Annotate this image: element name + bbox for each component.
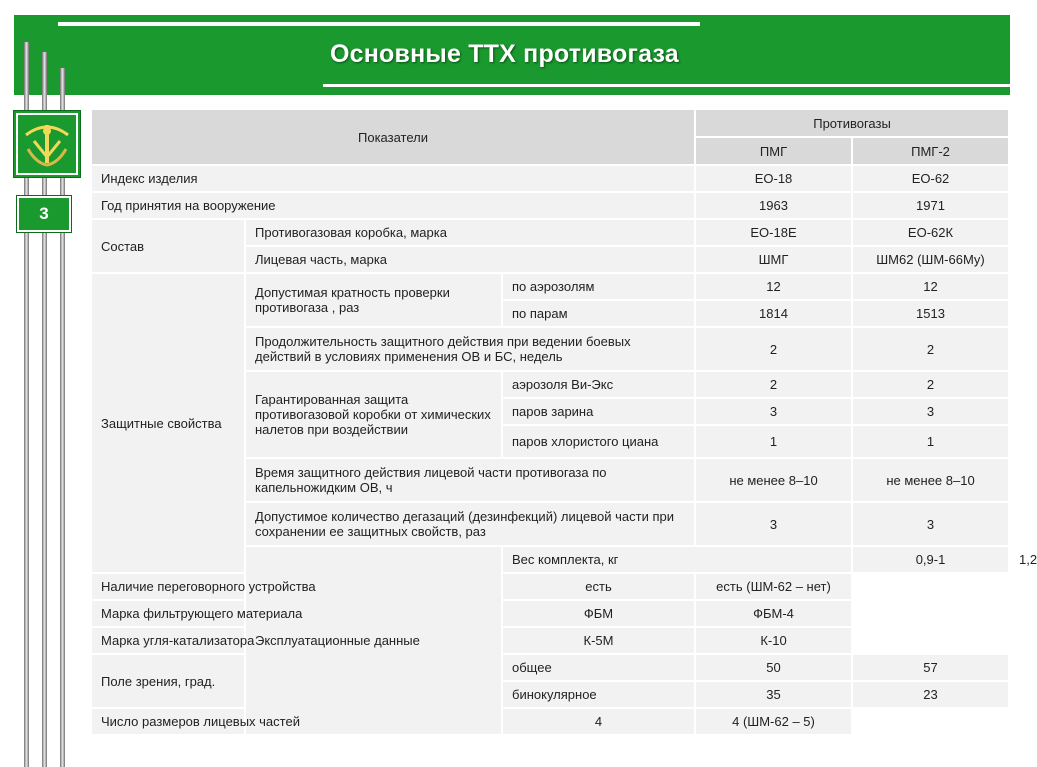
table-row: [91, 600, 1009, 627]
cell-pmg: 3: [695, 502, 852, 546]
cell-pmg2: 2: [852, 327, 1009, 371]
cell-pmg: ЕО-18Е: [695, 219, 852, 246]
cell-pmg: ШМГ: [695, 246, 852, 273]
row-label: Число размеров лицевых частей: [91, 708, 502, 735]
sub-label: аэрозоля Ви-Экс: [502, 371, 695, 398]
cell-pmg2: 4 (ШМ-62 – 5): [695, 708, 852, 735]
row-label: Лицевая часть, марка: [245, 246, 695, 273]
sub-label: бинокулярное: [502, 681, 695, 708]
header-gasmasks: Противогазы: [695, 109, 1009, 137]
cell-pmg2: 1: [852, 425, 1009, 458]
table-row: [91, 654, 1009, 681]
cell-pmg2: К-10: [695, 627, 852, 654]
banner-line-top: [58, 22, 700, 26]
cell-pmg: не менее 8–10: [695, 458, 852, 502]
table-row: [91, 573, 1009, 600]
cell-pmg2: ЕО-62: [852, 165, 1009, 192]
cell-pmg2: 1513: [852, 300, 1009, 327]
table-row: [91, 219, 1009, 246]
header-pmg: ПМГ: [695, 137, 852, 165]
row-label: Марка фильтрующего материала: [91, 600, 502, 627]
cell-pmg: 1963: [695, 192, 852, 219]
row-label: Допустимая кратность проверки противогаза , раз: [245, 273, 502, 327]
row-label: Время защитного действия лицевой части противогаза по капельножидким ОВ, ч: [245, 458, 695, 502]
cell-pmg: 1814: [695, 300, 852, 327]
table-row: [91, 192, 1009, 219]
cell-pmg2: 2: [852, 371, 1009, 398]
cell-pmg2: ФБМ-4: [695, 600, 852, 627]
slide-title: Основные ТТХ противогаза: [330, 40, 679, 68]
table-row: [91, 708, 1009, 735]
row-label: Марка угля-катализатора: [91, 627, 502, 654]
row-label: Допустимое количество дегазаций (дезинфекций) лицевой части при сохранении ее защитных свойств, раз: [245, 502, 695, 546]
cell-pmg: 4: [502, 708, 695, 735]
cell-pmg2: 12: [852, 273, 1009, 300]
table-row: [91, 165, 1009, 192]
cell-pmg: есть: [502, 573, 695, 600]
sub-label: общее: [502, 654, 695, 681]
sub-label: по парам: [502, 300, 695, 327]
group-label: Состав: [91, 219, 245, 273]
row-label: Индекс изделия: [91, 165, 695, 192]
cell-pmg: К-5М: [502, 627, 695, 654]
cell-pmg2: не менее 8–10: [852, 458, 1009, 502]
group-label: Защитные свойства: [91, 273, 245, 573]
sub-label: по аэрозолям: [502, 273, 695, 300]
cell-pmg2: 57: [852, 654, 1009, 681]
cell-pmg: 12: [695, 273, 852, 300]
cell-pmg: 0,9-1: [852, 546, 1009, 573]
cell-pmg: 2: [695, 371, 852, 398]
cell-pmg2: 3: [852, 398, 1009, 425]
row-label: Вес комплекта, кг: [502, 546, 852, 573]
cell-pmg: 3: [695, 398, 852, 425]
table-row: Эксплуатационные данные Вес комплекта, кг 0,9-1 1,2: [91, 546, 1009, 573]
specs-table: [90, 108, 1037, 736]
row-label: Наличие переговорного устройства: [91, 573, 502, 600]
cell-pmg: ФБМ: [502, 600, 695, 627]
row-label: Гарантированная защита противогазовой коробки от химических налетов при воздействии: [245, 371, 502, 458]
slide-number-badge: 3: [17, 196, 71, 232]
cell-pmg2: 23: [852, 681, 1009, 708]
cell-pmg: 50: [695, 654, 852, 681]
row-label: Год принятия на вооружение: [91, 192, 695, 219]
cell-pmg2: ЕО-62К: [852, 219, 1009, 246]
cell-pmg: ЕО-18: [695, 165, 852, 192]
row-label: Поле зрения, град.: [91, 654, 245, 708]
emblem-icon: [13, 110, 81, 178]
table-row: [91, 273, 1009, 300]
table-row: [91, 627, 1009, 654]
sub-label: паров зарина: [502, 398, 695, 425]
group-label: Эксплуатационные данные: [245, 546, 502, 735]
row-label: Продолжительность защитного действия при ведении боевых действий в условиях применения ОВ и БС, недель: [245, 327, 695, 371]
cell-pmg2: ШМ62 (ШМ-66Му): [852, 246, 1009, 273]
banner-line-bottom: [323, 84, 1010, 87]
header-pmg2: ПМГ-2: [852, 137, 1009, 165]
header-indicators: Показатели: [91, 109, 695, 165]
sub-label: паров хлористого циана: [502, 425, 695, 458]
cell-pmg2: есть (ШМ-62 – нет): [695, 573, 852, 600]
cell-pmg: 2: [695, 327, 852, 371]
cell-pmg: 35: [695, 681, 852, 708]
cell-pmg: 1: [695, 425, 852, 458]
cell-pmg2: 1971: [852, 192, 1009, 219]
cell-pmg2: 3: [852, 502, 1009, 546]
row-label: Противогазовая коробка, марка: [245, 219, 695, 246]
